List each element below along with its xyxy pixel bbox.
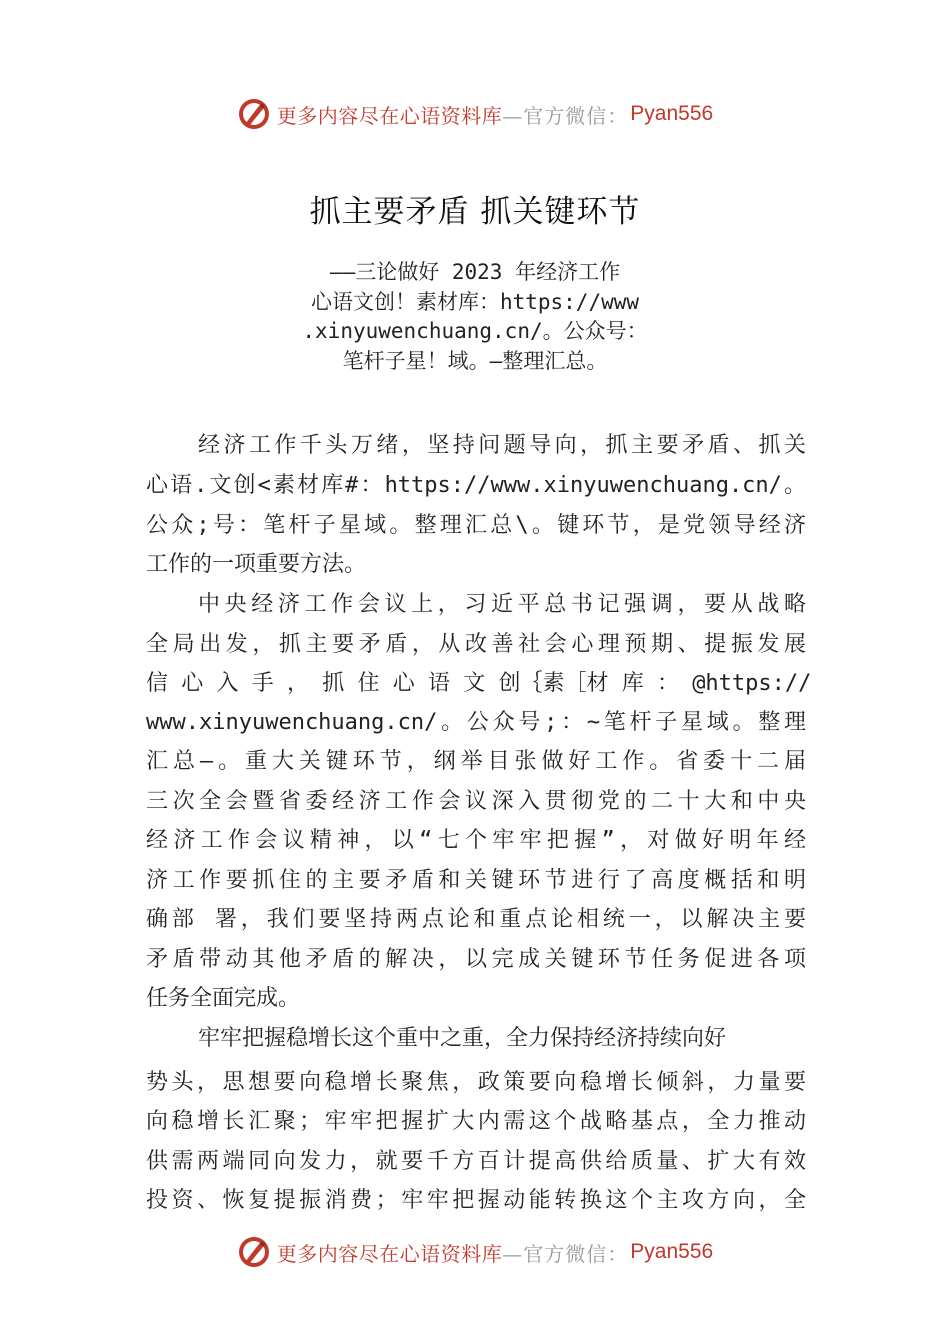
body-line: 牢牢把握稳增长这个重中之重，全力保持经济持续向好 [198, 1026, 727, 1051]
footer-banner [0, 1230, 950, 1274]
body-line: 三次全会暨省委经济工作会议深入贯彻党的二十大和中央 [146, 789, 806, 814]
header-banner [0, 92, 950, 136]
body-line: 公众;号：笔杆子星域。整理汇总\。键环节，是党领导经济 [146, 513, 806, 538]
document-title: 抓主要矛盾 抓关键环节 [309, 194, 641, 230]
body-line: 汇总—。重大关键环节，纲举目张做好工作。省委十二届 [146, 749, 806, 774]
body-line: 全局出发，抓主要矛盾，从改善社会心理预期、提振发展 [146, 632, 806, 657]
banner-tagline: 更多内容尽在心语资料库 [276, 1241, 503, 1266]
body-line: 中央经济工作会议上，习近平总书记强调，要从战略 [198, 592, 806, 617]
banner-wechat-id: Pyan556 [630, 102, 714, 125]
banner-wechat-label: —官方微信： [502, 103, 629, 128]
subtitle-line: 心语文创！素材库：https://www [310, 289, 640, 314]
body-line: 工作的一项重要方法。 [146, 552, 367, 577]
body-line: 确部 署，我们要坚持两点论和重点论相统一，以解决主要 [146, 907, 806, 932]
banner-tagline: 更多内容尽在心语资料库 [276, 103, 503, 128]
document-subtitle [250, 258, 700, 376]
subtitle-line: ——三论做好 2023 年经济工作 [329, 260, 621, 284]
body-line: 信 心 入 手 ， 抓 住 心 语 文 创｛素［材 库 ： @https:// [146, 671, 812, 696]
pen-logo-icon [237, 97, 271, 131]
pen-logo-icon [237, 1235, 271, 1269]
body-line: www.xinyuwenchuang.cn/。公众号;：~笔杆子星域。整理 [146, 710, 806, 735]
banner-wechat-label: —官方微信： [502, 1241, 629, 1266]
body-line: 势头，思想要向稳增长聚焦，政策要向稳增长倾斜，力量要 [146, 1070, 806, 1095]
body-line: 供需两端同向发力，就要千方百计提高供给质量、扩大有效 [146, 1149, 806, 1174]
body-line: 向稳增长汇聚；牢牢把握扩大内需这个战略基点，全力推动 [146, 1109, 806, 1134]
body-line: 济工作要抓住的主要矛盾和关键环节进行了高度概括和明 [146, 868, 806, 893]
body-line: 任务全面完成。 [146, 986, 301, 1011]
subtitle-line: .xinyuwenchuang.cn/。公众号： [302, 319, 648, 343]
body-line: 经济工作会议精神，以“七个牢牢把握”，对做好明年经 [146, 828, 806, 853]
body-line: 心语.文创<素材库#：https://www.xinyuwenchuang.cn/。 [146, 473, 806, 498]
body-line: 投资、恢复提振消费；牢牢把握动能转换这个主攻方向，全 [146, 1188, 806, 1213]
banner-wechat-id: Pyan556 [630, 1240, 714, 1263]
subtitle-line: 笔杆子星！域。—整理汇总。 [342, 348, 608, 373]
body-line: 经济工作千头万绪，坚持问题导向，抓主要矛盾、抓关 [198, 433, 806, 458]
body-line: 矛盾带动其他矛盾的解决，以完成关键环节任务促进各项 [146, 947, 806, 972]
